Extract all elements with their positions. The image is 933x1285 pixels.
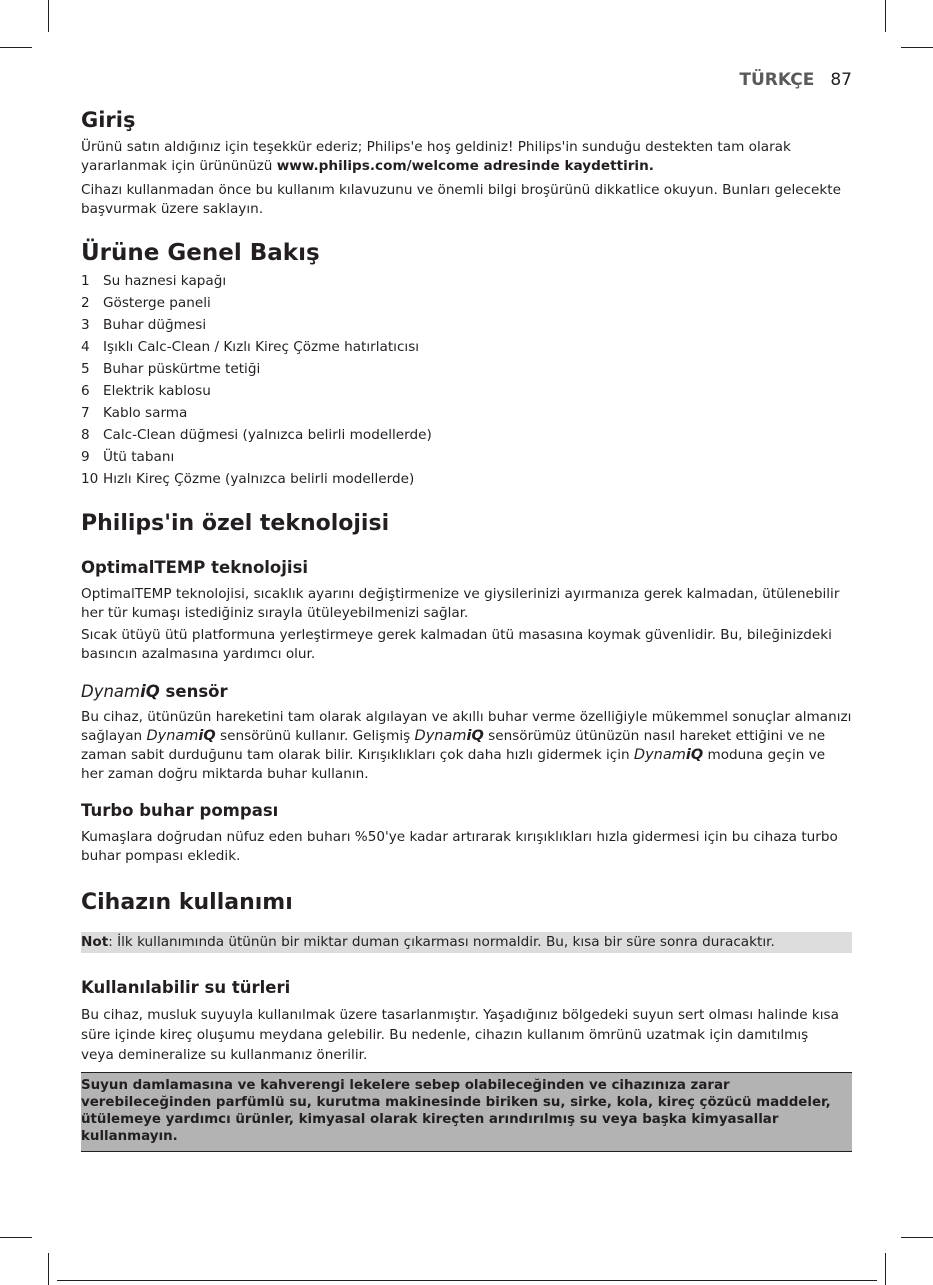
overview-item-number: 7 <box>81 405 90 421</box>
crop-mark <box>885 0 886 32</box>
overview-item <box>81 380 681 402</box>
crop-mark <box>48 1253 49 1285</box>
overview-item-label: Calc-Clean düğmesi (yalnızca belirli modellerde) <box>103 427 432 443</box>
bottom-rule <box>57 1280 877 1281</box>
optimaltemp-paragraph-1: OptimalTEMP teknolojisi, sıcaklık ayarını değiştirmenize ve giysilerinizi ayırmanıza gerek kalmadan, ütülenebilir her tür kumaşı istediğiniz sırayla ütüleyebilmenizi sağlar. <box>81 586 840 621</box>
page-header <box>739 70 852 90</box>
warning-box: Suyun damlamasına ve kahverengi lekelere sebep olabileceğinden ve cihazınıza zarar verebileceğinden parfümlü su, kurutma makinesinde biriken su, sirke, kola, kireç çözücü maddeler, ütülemeye yardımcı ürünler, kimyasal olarak kireçten arındırılmış su veya başka kimyasallar kullanmayın. <box>81 1072 852 1152</box>
language-label: TÜRKÇE <box>739 70 815 90</box>
overview-item <box>81 468 681 490</box>
crop-mark <box>48 0 49 32</box>
overview-item-number: 3 <box>81 317 90 333</box>
optimaltemp-paragraph-2: Sıcak ütüyü ütü platformuna yerleştirmeye gerek kalmadan ütü masasına koymak güvenlidir. Bu, bileğinizdeki basıncın azalmasına yardımcı olur. <box>81 627 832 662</box>
turbo-paragraph: Kumaşlara doğrudan nüfuz eden buharı %50'ye kadar artırarak kırışıklıkları hızla gidermesi için bu cihaza turbo buhar pompası ekledik. <box>81 829 838 864</box>
dynamiq-logo: DynamiQ <box>633 747 704 763</box>
intro-title: Giriş <box>81 108 136 132</box>
water-types-paragraph: Bu cihaz, musluk suyuyla kullanılmak üzere tasarlanmıştır. Yaşadığınız bölgedeki suyun sert olması halinde kısa süre içinde kireç oluşumu meydana gelebilir. Bu nedenle, cihazın kullanım ömrünü uzatmak için damıtılmış veya demineralize su kullanmanız önerilir. <box>81 1007 839 1063</box>
overview-item-number: 5 <box>81 361 90 377</box>
dynamiq-logo: DynamiQ <box>81 682 160 701</box>
crop-mark <box>901 47 933 48</box>
overview-item-number: 9 <box>81 449 90 465</box>
overview-item <box>81 402 681 424</box>
overview-item-number: 10 <box>81 471 99 487</box>
page-number: 87 <box>830 70 852 90</box>
dynamiq-title <box>81 681 228 703</box>
dynamiq-title-text: sensör <box>159 682 228 701</box>
crop-mark <box>0 47 32 48</box>
overview-list <box>81 270 681 490</box>
overview-item-label: Gösterge paneli <box>103 295 211 311</box>
overview-title: Ürüne Genel Bakış <box>81 240 320 266</box>
optimaltemp-title: OptimalTEMP teknolojisi <box>81 558 309 577</box>
turbo-title: Turbo buhar pompası <box>81 801 279 820</box>
overview-item-number: 8 <box>81 427 90 443</box>
water-types-title: Kullanılabilir su türleri <box>81 978 291 997</box>
crop-mark <box>901 1237 933 1238</box>
overview-item-label: Ütü tabanı <box>103 449 175 465</box>
intro-paragraph-1 <box>81 138 852 176</box>
overview-item <box>81 358 681 380</box>
overview-item <box>81 446 681 468</box>
tech-title: Philips'in özel teknolojisi <box>81 511 390 536</box>
overview-item <box>81 336 681 358</box>
note-text: : İlk kullanımında ütünün bir miktar duman çıkarması normaldir. Bu, kısa bir süre sonra duracaktır. <box>108 934 775 950</box>
overview-item-number: 1 <box>81 273 90 289</box>
overview-item <box>81 424 681 446</box>
overview-item <box>81 314 681 336</box>
overview-item-label: Buhar düğmesi <box>103 317 207 333</box>
intro-text: Ürünü satın aldığınız için teşekkür ederiz; Philips'e hoş geldiniz! Philips'in sunduğu destekten tam olarak yararlanmak için ürününüzü <box>81 139 791 174</box>
crop-mark <box>0 1237 32 1238</box>
overview-item-label: Su haznesi kapağı <box>103 273 227 289</box>
overview-item-label: Işıklı Calc-Clean / Kızlı Kireç Çözme hatırlatıcısı <box>103 339 420 355</box>
overview-item-label: Elektrik kablosu <box>103 383 211 399</box>
dynamiq-logo: DynamiQ <box>146 728 216 744</box>
overview-item-label: Buhar püskürtme tetiği <box>103 361 261 377</box>
overview-item-label: Hızlı Kireç Çözme (yalnızca belirli modellerde) <box>103 471 415 487</box>
overview-item <box>81 270 681 292</box>
overview-item-number: 2 <box>81 295 90 311</box>
intro-paragraph-2: Cihazı kullanmadan önce bu kullanım kılavuzunu ve önemli bilgi broşürünü dikkatlice okuyun. Bunları gelecekte başvurmak üzere saklayın. <box>81 182 841 217</box>
note-box <box>81 932 852 953</box>
overview-item-label: Kablo sarma <box>103 405 188 421</box>
overview-item-number: 4 <box>81 339 90 355</box>
usage-title: Cihazın kullanımı <box>81 890 293 915</box>
dynamiq-paragraph: Bu cihaz, ütünüzün hareketini tam olarak algılayan ve akıllı buhar verme özelliğiyle mükemmel sonuçlar almanızı sağlayan DynamiQ sensörünü kullanır. Gelişmiş DynamiQ sensörümüz ütünüzün nasıl hareket ettiğini ve ne zaman sabit durduğunu tam olarak bilir. Kırışıklıkları çok daha hızlı gidermek için DynamiQ moduna geçin ve her zaman doğru miktarda buhar kullanın. <box>81 709 852 782</box>
note-label: Not <box>81 934 109 950</box>
overview-item <box>81 292 681 314</box>
registration-link[interactable]: www.philips.com/welcome adresinde kaydettirin. <box>276 158 654 174</box>
dynamiq-logo: DynamiQ <box>414 728 484 744</box>
crop-mark <box>885 1253 886 1285</box>
overview-item-number: 6 <box>81 383 90 399</box>
